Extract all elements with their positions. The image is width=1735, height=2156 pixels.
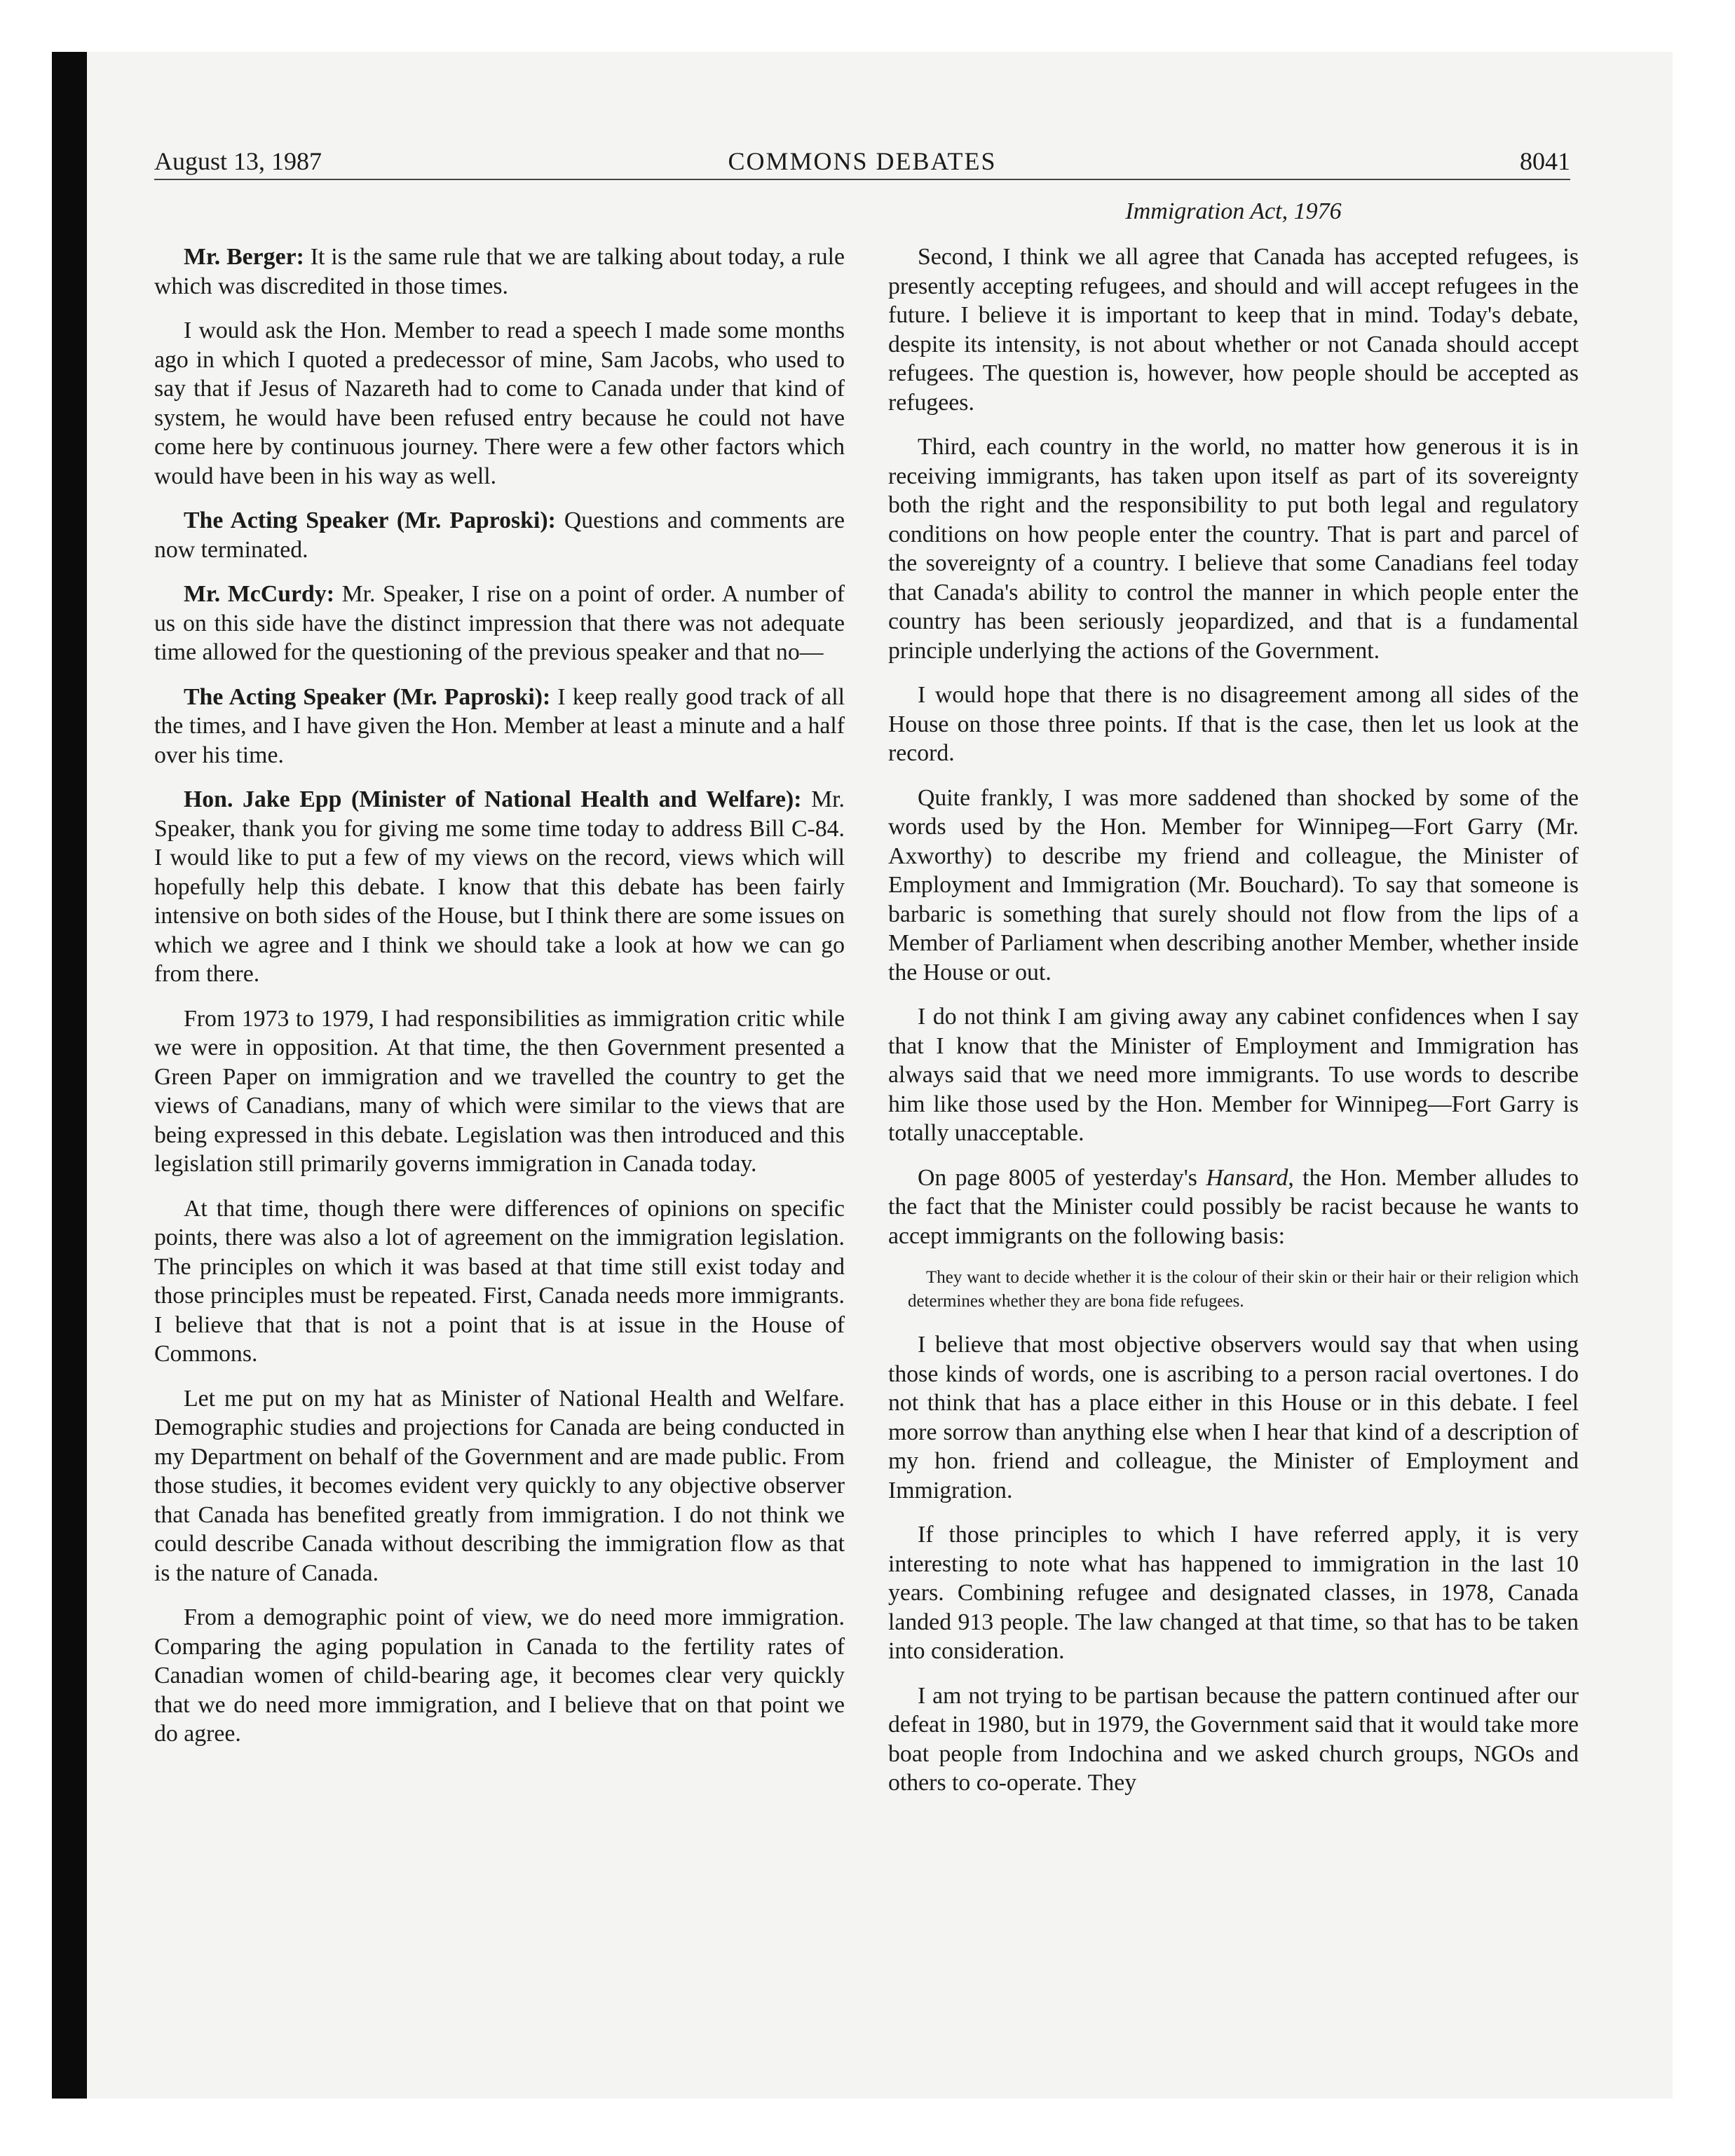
header-page-number: 8041 (1520, 147, 1570, 175)
scan-border (52, 52, 87, 2099)
header-date: August 13, 1987 (154, 147, 322, 175)
paragraph: If those principles to which I have referred apply, it is very interesting to note what has happened to immigration in the last 10 years. Combining refugee and designated classes, in 1978, Canada landed 913 people. The law changed at that time, so that has to be taken into consideration. (888, 1522, 1579, 1664)
paragraph (154, 580, 845, 667)
paragraph (154, 1194, 845, 1369)
paragraph-text: From a demographic point of view, we do need more immigration. Comparing the aging population in Canada to the fertility rates of Canadian women of child-bearing age, it becomes clear very quickly that we do need more immigration, and I believe that on that point we do agree. (154, 1604, 845, 1747)
paragraph-text: On page 8005 of yesterday's (918, 1164, 1206, 1191)
speaker-name: The Acting Speaker (Mr. Paproski): (184, 507, 556, 533)
page-header (154, 144, 1570, 180)
paragraph (888, 1164, 1579, 1251)
paragraph-text: It is the same rule that we are talking about today, a rule which was discredited in those times. (154, 244, 845, 299)
paragraph-text: Questions and comments are now terminated. (154, 507, 845, 563)
paragraph (154, 1384, 845, 1588)
paragraph: I am not trying to be partisan because the pattern continued after our defeat in 1980, but in 1979, the Government said that it would take more boat people from Indochina and we asked church groups, NGOs and others to co-operate. They (888, 1682, 1579, 1796)
paragraph (154, 1004, 845, 1179)
paragraph: Quite frankly, I was more saddened than shocked by some of the words used by the Hon. Member for Winnipeg—Fort Garry (Mr. Axworthy) to describe my friend and colleague, the Minister of Employment and Immigration (Mr. Bouchard). To say that someone is barbaric is something that surely should not flow from the lips of a Member of Parliament when describing another Member, whether inside the House or out. (888, 784, 1579, 985)
paragraph (154, 316, 845, 491)
speaker-name: The Acting Speaker (Mr. Paproski): (184, 683, 551, 710)
paragraph: I believe that most objective observers would say that when using those kinds of words, one is ascribing to a person racial overtones. I do not think that has a place either in this House or in this debate. I feel more sorrow than anything else when I hear that kind of a description of my hon. friend and colleague, the Minister of Employment and Immigration. (888, 1332, 1579, 1503)
speaker-name: Mr. Berger: (184, 244, 304, 270)
paragraph (154, 683, 845, 770)
paragraph: Third, each country in the world, no matter how generous it is in receiving immigrants, has taken upon itself as part of its sovereignty both the right and the responsibility to put both legal and regulatory conditions on how people enter the country. That is part and parcel of the sovereignty of a country. I believe that some Canadians feel today that Canada's ability to control the manner in which people enter the country has been seriously jeopardized, and that is a fundamental principle underlying the actions of the Government. (888, 434, 1579, 664)
speaker-name: Mr. McCurdy: (184, 581, 334, 607)
paragraph-text: Mr. Speaker, I rise on a point of order. A number of us on this side have the distinct impression that there was not adequate time allowed for the questioning of the previous speaker and that no— (154, 581, 845, 665)
paragraph-text: , the Hon. Member alludes to the fact that the Minister could possibly be racist because he wants to accept immigrants on the following basis: (888, 1164, 1579, 1249)
paragraph: I do not think I am giving away any cabinet confidences when I say that I know that the Minister of Employment and Immigration has always said that we need more immigrants. To use words to describe him like those used by the Hon. Member for Winnipeg—Fort Garry is totally unacceptable. (888, 1004, 1579, 1146)
paragraph: I would hope that there is no disagreement among all sides of the House on those three points. If that is the case, then let us look at the record. (888, 682, 1579, 766)
paragraph (154, 785, 845, 989)
paragraph-text: I would ask the Hon. Member to read a speech I made some months ago in which I quoted a predecessor of mine, Sam Jacobs, who used to say that if Jesus of Nazareth had to come to Canada under that kind of system, he would have been refused entry because he could not have come here by continuous journey. There were a few other factors which would have been in his way as well. (154, 318, 845, 489)
left-column (154, 243, 845, 1764)
paragraph-text: From 1973 to 1979, I had responsibilities as immigration critic while we were in opposition. At that time, the then Government presented a Green Paper on immigration and we travelled the country to get the views of Canadians, many of which were similar to the views that are being expressed in this debate. Legislation was then introduced and this legislation still primarily governs immigration in Canada today. (154, 1005, 845, 1177)
hansard-reference: Hansard (1206, 1164, 1288, 1191)
paragraph (154, 506, 845, 564)
paragraph-text: Mr. Speaker, thank you for giving me some time today to address Bill C-84. I would like to put a few of my views on the record, views which will hopefully help this debate. I know that this debate has been fairly intensive on both sides of the House, but I think there are some issues on which we agree and I think we should take a look at how we can go from there. (154, 786, 845, 987)
speaker-name: Hon. Jake Epp (Minister of National Health and Welfare): (184, 786, 802, 812)
block-quote: They want to decide whether it is the colour of their skin or their hair or their religion which determines whether they are bona fide refugees. (908, 1268, 1579, 1311)
running-head: Immigration Act, 1976 (1125, 198, 1342, 224)
paragraph: Second, I think we all agree that Canada has accepted refugees, is presently accepting refugees, and should and will accept refugees in the future. I believe it is important to keep that in mind. Today's debate, despite its intensity, is not about whether or not Canada should accept refugees. The question is, however, how people should be accepted as refugees. (888, 244, 1579, 416)
header-publication: COMMONS DEBATES (728, 147, 997, 175)
paragraph-text: I keep really good track of all the times, and I have given the Hon. Member at least a minute and a half over his time. (154, 683, 845, 768)
paragraph-text: Let me put on my hat as Minister of National Health and Welfare. Demographic studies and projections for Canada are being conducted in my Department on behalf of the Government and are made public. From those studies, it becomes evident very quickly to any objective observer that Canada has benefited greatly from immigration. I do not think we could describe Canada without describing the immigration flow as that is the nature of Canada. (154, 1385, 845, 1586)
paragraph (154, 1603, 845, 1749)
paragraph-text: At that time, though there were differences of opinions on specific points, there was also a lot of agreement on the immigration legislation. The principles on which it was based at that time still exist today and those principles must be repeated. First, Canada needs more immigrants. I believe that that is not a point that is at issue in the House of Commons. (154, 1195, 845, 1367)
paragraph (154, 243, 845, 301)
right-column (888, 196, 1579, 1813)
